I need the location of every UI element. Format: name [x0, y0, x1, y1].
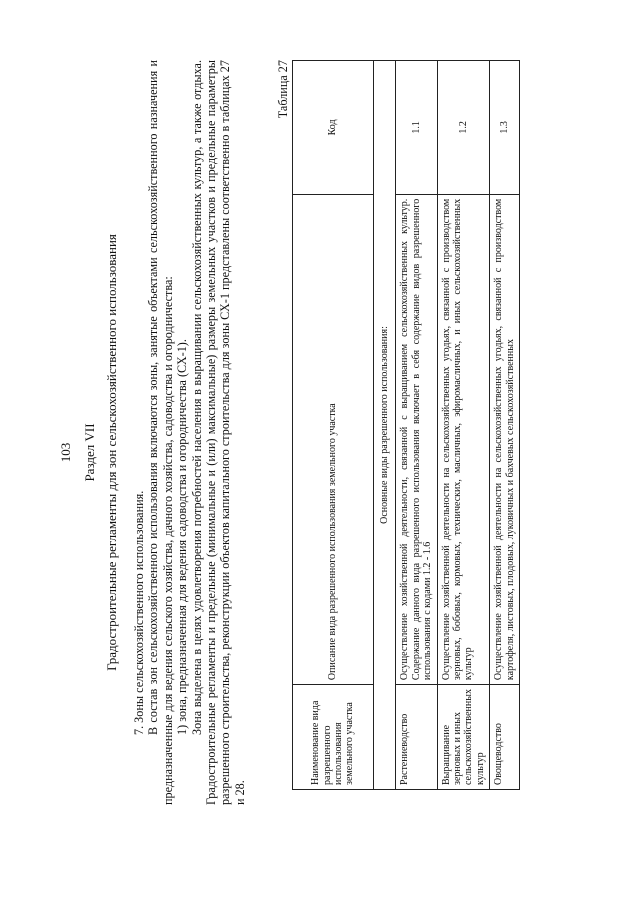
row-name: Овощеводство — [490, 685, 520, 790]
table-header-row — [293, 61, 374, 790]
header-name: Наименование вида разрешенного использования земельного участка — [293, 685, 374, 790]
body-text — [132, 60, 247, 805]
document-title: Градостроительные регламенты для зон сельскохозяйственного использования — [104, 234, 119, 671]
table-caption: Таблица 27 — [276, 60, 290, 119]
paragraph: Зона выделена в целях удовлетворения потребностей населения в выращивании сельскохозяйственных культур, а также отдыха. Градостроительные регламенты и предельные (минимальные и (или) максимальные) размеры земельных участков и предельные параметры разрешенного строительства, реконструкции объектов капитального строительства для зоны СХ-1 представлены соответственно в таблицах 27 и 28. — [189, 60, 247, 805]
paragraph: В состав зон сельскохозяйственного использования включаются зоны, занятые объектами сельскохозяйственного назначения и предназначенные для ведения сельского хозяйства, дачного хозяйства, садоводства и огородничества: — [146, 60, 175, 805]
paragraph: 1) зона, предназначенная для ведения садоводства и огородничества (СХ-1). — [175, 339, 190, 735]
row-code: 1.3 — [490, 61, 520, 195]
row-code: 1.2 — [437, 61, 490, 195]
section-heading: Раздел VII — [82, 423, 97, 482]
row-description: Осуществление хозяйственной деятельности на сельскохозяйственных угодьях, связанной с производством картофеля, листовых, плодовых, луковичных и бахчевых сельскохозяйственных — [490, 194, 520, 684]
table-row — [437, 61, 490, 790]
row-description: Осуществление хозяйственной деятельности на сельскохозяйственных угодьях, связанной с производством зерновых, бобовых, кормовых, технических, масличных, эфиромасличных, и иных сельскохозяйственных культур — [437, 194, 490, 684]
header-description: Описание вида разрешенного использования земельного участка — [293, 194, 374, 684]
table-row — [396, 61, 437, 790]
header-code: Код — [293, 61, 374, 195]
row-description: Осуществление хозяйственной деятельности, связанной с выращиванием сельскохозяйственных культур. Содержание данного вида разрешенного использования включает в себя содержание видов разрешенного использования с кодами 1.2 - 1.6 — [396, 194, 437, 684]
row-name: Растениеводство — [396, 685, 437, 790]
table-row — [490, 61, 520, 790]
row-code: 1.1 — [396, 61, 437, 195]
paragraph: 7. Зоны сельскохозяйственного использования. — [132, 490, 146, 735]
table-subheading-row — [374, 61, 396, 790]
table-subheading: Основные виды разрешенного использования: — [374, 61, 396, 790]
land-use-table — [292, 60, 520, 790]
page-number: 103 — [58, 442, 73, 463]
row-name: Выращивание зерновых и иных сельскохозяйственных культур — [437, 685, 490, 790]
